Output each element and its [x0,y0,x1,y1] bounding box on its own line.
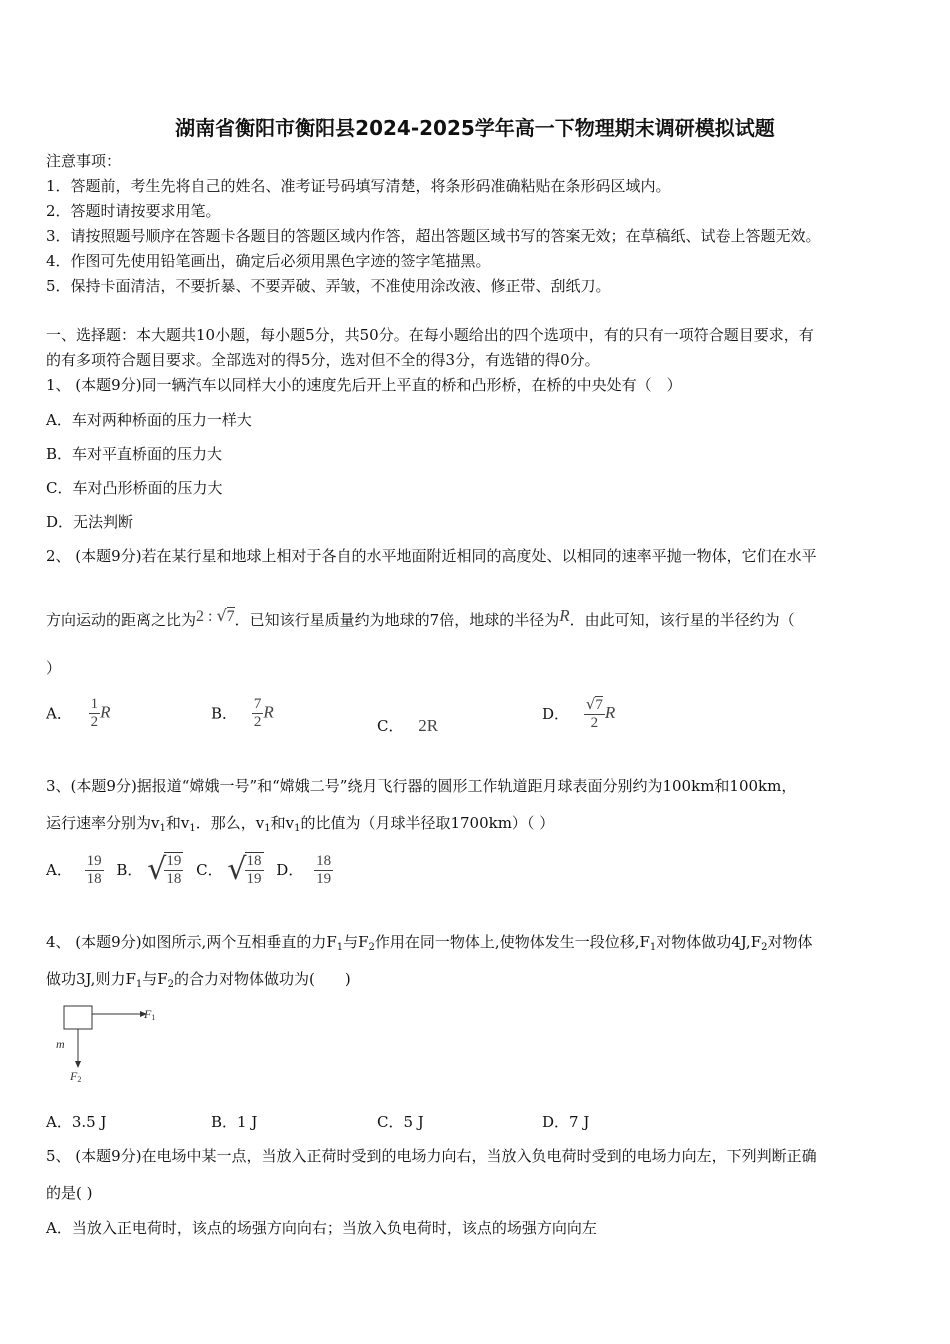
fraction-denominator: 2 [253,714,262,730]
q2-stem-text-a: 方向运动的距离之比为 [46,611,197,629]
q4-text-c: 作用在同一物体上,使物体发生一段位移,F [374,933,650,951]
sqrt-icon: √ [227,852,247,887]
q3-text-c: ．那么，v [195,814,265,832]
label-f2-sub: 2 [77,1075,82,1084]
subscript: 1 [264,823,271,834]
subscript: 1 [294,823,301,834]
q2-option-a-label: A． [46,704,72,723]
q3-options-row [46,852,333,896]
q5-option-a: A．当放入正电荷时，该点的场强方向向右；当放入负电荷时，该点的场强方向向左 [46,1219,597,1237]
q3-option-c-fraction [245,853,264,888]
q2-stem-line-1: 2、 (本题9分)若在某行星和地球上相对于各自的水平地面附近相同的高度处、以相同的速率平抛一物体，它们在水平 [46,547,817,565]
q2-ratio [196,608,235,625]
subscript: 2 [368,942,375,953]
q3-text-a: 运行速率分别为v [46,814,160,832]
subscript: 1 [135,979,143,990]
q3-text-e: 的比值为（月球半径取1700km）（ ） [300,814,555,832]
fraction-denominator: 18 [86,870,102,887]
q4-option-d: D．7 J [542,1113,590,1131]
notice-heading: 注意事项： [46,152,122,170]
q2-ratio-a: 2 [196,608,205,625]
notice-item-4: 4．作图可先使用铅笔画出，确定后必须用黑色字迹的签字笔描黑。 [46,252,491,270]
fraction-numerator: 7 [253,696,262,712]
q3-option-b-sqrt [147,852,183,888]
q1-option-c: C．车对凸形桥面的压力大 [46,479,223,497]
q4-option-c: C．5 J [377,1113,424,1131]
q2-ratio-b: 7 [226,608,235,625]
block-mass [64,1006,92,1029]
q3-option-a-fraction [85,853,104,888]
q2-stem-line-2 [46,606,910,630]
q2-ratio-colon: : [204,608,217,625]
label-f2 [69,1069,81,1084]
sqrt-icon: √ [585,695,596,713]
q2-option-c-label: C． [377,717,404,735]
q3-stem-line-2 [46,813,910,839]
q2-option-b-var: R [263,702,274,722]
q2-option-b [211,696,274,731]
label-f2-letter: F [70,1069,78,1083]
q3-option-b-fraction [164,853,183,888]
fraction-numerator: 19 [86,852,102,869]
fraction-denominator: 19 [246,871,262,887]
label-f1 [143,1007,155,1022]
label-f1-sub: 1 [151,1013,156,1022]
subscript: 2 [167,979,175,990]
q3-text-b: 和v [165,814,190,832]
q3-stem-line-1: 3、(本题9分)据报道“嫦娥一号”和“嫦娥二号”绕月飞行器的圆形工作轨道距月球表面分别约为100km和100km， [46,777,797,795]
q2-option-a-var: R [100,702,111,722]
fraction-numerator: 18 [246,853,262,869]
q3-option-d-fraction [314,853,333,888]
fraction-numerator [584,696,605,715]
q2-option-b-label: B． [211,704,238,723]
section-intro-line-2: 的有多项符合题目要求。全部选对的得5分，选对但不全的得3分，有选错的得0分。 [46,351,600,369]
q3-option-d-label: D． [276,861,304,879]
q2-option-d [542,696,615,732]
q2-stem-text-b: ．已知该行星质量约为地球的7倍，地球的半径为 [234,611,560,629]
q3-text-d: 和v [270,814,295,832]
sqrt-radicand: 7 [595,697,603,713]
fraction-denominator: 19 [316,870,332,887]
fraction-numerator: 19 [166,853,182,869]
q4-option-b: B．1 J [211,1113,258,1131]
sqrt-body [164,852,183,888]
q2-option-c [377,716,438,736]
q4-text-f: 做功3J,则力F [46,970,136,988]
fraction-numerator: 18 [316,852,332,869]
q5-stem-line-2: 的是( ) [46,1184,93,1202]
q5-stem-line-1: 5、 (本题9分)在电场中某一点，当放入正荷时受到的电场力向右，当放入负电荷时受到的电场力向左，下列判断正确 [46,1147,817,1165]
q2-stem-line-3: ） [46,659,62,677]
q2-option-a [46,696,111,731]
q4-text-e: 对物体 [767,933,813,951]
section-intro-line-1: 一、选择题：本大题共10小题，每小题5分，共50分。在每小题给出的四个选项中，有的只有一项符合题目要求，有 [46,326,814,344]
q4-stem-line-1 [46,932,910,958]
arrow-down-icon [75,1061,81,1068]
q2-radius-symbol: R [559,606,570,625]
q2-option-d-label: D． [542,705,570,723]
fraction-denominator: 2 [90,714,99,730]
q4-force-diagram [50,998,180,1090]
q4-text-h: 的合力对物体做功为( ) [174,970,351,988]
q2-option-a-fraction [89,696,101,731]
sqrt-icon: √ [147,852,167,887]
q3-option-b-label: B． [116,861,143,879]
q2-option-c-value: 2R [418,716,439,735]
q1-stem: 1、 (本题9分)同一辆汽车以同样大小的速度先后开上平直的桥和凸形桥，在桥的中央处有（ ） [46,376,682,394]
q3-option-a-label: A． [46,861,72,879]
label-m: m [56,1037,65,1051]
q4-text-g: 与F [142,970,168,988]
q4-option-a: A．3.5 J [46,1113,107,1131]
q4-text-a: 4、 (本题9分)如图所示,两个互相垂直的力F [46,933,337,951]
fraction-denominator: 18 [166,871,182,887]
q4-stem-line-2 [46,969,910,995]
page-title: 湖南省衡阳市衡阳县2024-2025学年高一下物理期末调研模拟试题 [175,116,775,140]
notice-item-2: 2．答题时请按要求用笔。 [46,202,221,220]
label-f1-letter: F [144,1007,152,1021]
q1-option-d: D．无法判断 [46,513,134,531]
q2-stem-text-c: ．由此可知，该行星的半径约为（ [569,611,795,629]
q3-option-c-label: C． [196,861,223,879]
subscript: 2 [761,942,768,953]
sqrt-body [245,852,264,888]
fraction-denominator: 2 [590,715,599,731]
q4-text-b: 与F [343,933,369,951]
subscript: 1 [649,942,657,953]
notice-item-1: 1．答题前，考生先将自己的姓名、准考证号码填写清楚，将条形码准确粘贴在条形码区域内。 [46,177,671,195]
subscript: 1 [189,823,196,834]
q4-text-d: 对物体做功4J,F [656,933,762,951]
q2-option-b-fraction [252,696,264,731]
q1-option-b: B．车对平直桥面的压力大 [46,445,223,463]
fraction-numerator: 1 [90,696,99,712]
subscript: 1 [336,942,344,953]
subscript: 1 [159,823,166,834]
q1-option-a: A．车对两种桥面的压力一样大 [46,411,252,429]
sqrt-icon: √ [216,606,227,625]
notice-item-5: 5．保持卡面清洁，不要折暴、不要弄破、弄皱，不准使用涂改液、修正带、刮纸刀。 [46,277,611,295]
notice-item-3: 3．请按照题号顺序在答题卡各题目的答题区域内作答，超出答题区域书写的答案无效；在草稿纸、试卷上答题无效。 [46,227,821,245]
q2-option-d-fraction [584,696,605,732]
q2-option-d-var: R [604,703,616,722]
q3-option-c-sqrt [227,852,263,888]
